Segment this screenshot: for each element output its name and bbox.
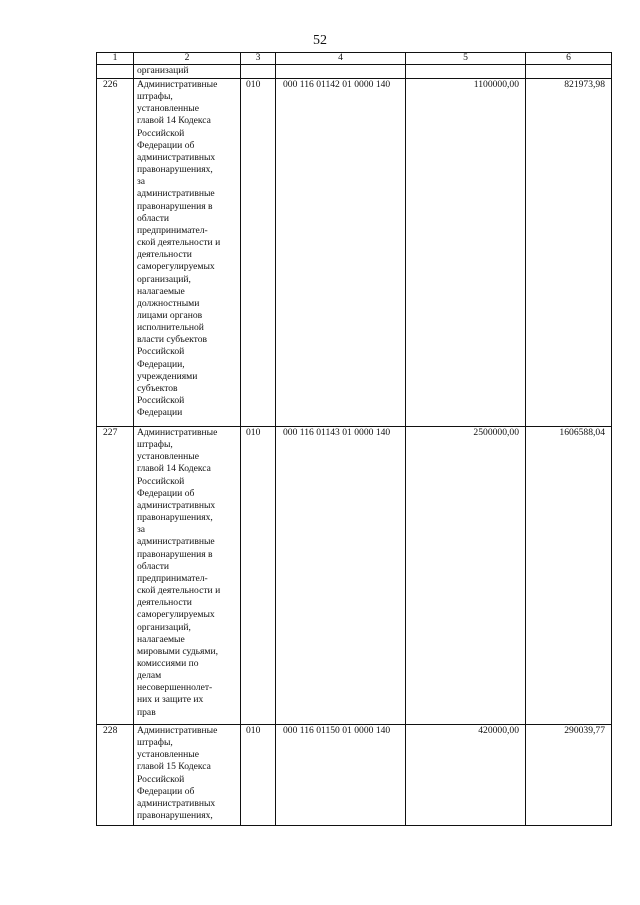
fact-cell: 1606588,04 bbox=[526, 427, 612, 725]
plan-cell: 1100000,00 bbox=[406, 79, 526, 427]
description-text: Административные штрафы, установленные главой 15 Кодекса Российской Федерации об административных правонарушениях, bbox=[137, 725, 218, 822]
table-row bbox=[97, 725, 612, 826]
row-number-cell: 226 bbox=[97, 79, 134, 427]
plan-cell: 2500000,00 bbox=[406, 427, 526, 725]
row-number-cell: 227 bbox=[97, 427, 134, 725]
table-header-row bbox=[97, 53, 612, 65]
kbk-cell: 000 116 01143 01 0000 140 bbox=[276, 427, 406, 725]
code-cell: 010 bbox=[241, 427, 276, 725]
budget-table bbox=[96, 52, 612, 826]
description-cell: организаций bbox=[134, 65, 241, 79]
kbk-cell bbox=[276, 65, 406, 79]
column-header: 4 bbox=[276, 53, 406, 65]
plan-cell bbox=[406, 65, 526, 79]
fact-cell bbox=[526, 65, 612, 79]
row-number-cell bbox=[97, 65, 134, 79]
fact-cell: 290039,77 bbox=[526, 725, 612, 826]
description-cell bbox=[134, 79, 241, 427]
row-number-cell: 228 bbox=[97, 725, 134, 826]
description-text: Административные штрафы, установленные главой 14 Кодекса Российской Федерации об административных правонарушениях, за административные правонарушения в области предпринимател- ской деятельности и деятельности саморегулируемых организаций, налагаемые должностными лицами органов исполнительной власти субъектов Российской Федерации, учреждениями субъектов Российской Федерации bbox=[137, 79, 221, 419]
description-cell bbox=[134, 427, 241, 725]
column-header: 2 bbox=[134, 53, 241, 65]
code-cell: 010 bbox=[241, 79, 276, 427]
kbk-cell: 000 116 01150 01 0000 140 bbox=[276, 725, 406, 826]
kbk-cell: 000 116 01142 01 0000 140 bbox=[276, 79, 406, 427]
column-header: 3 bbox=[241, 53, 276, 65]
description-text: Административные штрафы, установленные главой 14 Кодекса Российской Федерации об административных правонарушениях, за административные правонарушения в области предпринимател- ской деятельности и деятельности саморегулируемых организаций, налагаемые мировыми судьями, комиссиями по делам несовершеннолет- них и защите их прав bbox=[137, 427, 221, 718]
table-row bbox=[97, 79, 612, 427]
code-cell: 010 bbox=[241, 725, 276, 826]
plan-cell: 420000,00 bbox=[406, 725, 526, 826]
column-header: 6 bbox=[526, 53, 612, 65]
column-header: 1 bbox=[97, 53, 134, 65]
description-cell bbox=[134, 725, 241, 826]
table-row-continuation bbox=[97, 65, 612, 79]
table-row bbox=[97, 427, 612, 725]
fact-cell: 821973,98 bbox=[526, 79, 612, 427]
code-cell bbox=[241, 65, 276, 79]
column-header: 5 bbox=[406, 53, 526, 65]
page-number: 52 bbox=[313, 33, 327, 48]
